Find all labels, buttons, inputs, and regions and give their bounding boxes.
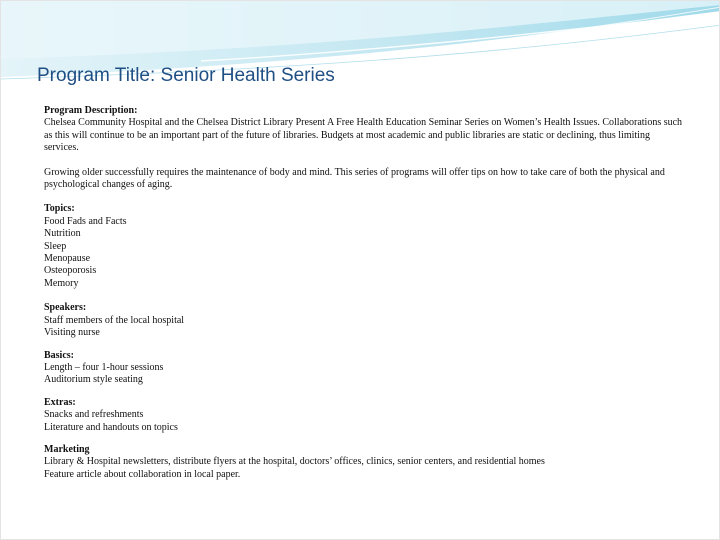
marketing-section	[44, 444, 684, 481]
basics-heading: Basics:	[44, 349, 74, 361]
description-paragraph-1: Chelsea Community Hospital and the Chelsea District Library Present A Free Health Education Seminar Series on Women’s Health Issues. Collaborations such as this will continue to be an important part of the future of libraries. Budgets at most academic and public libraries are static or declining, thus limiting services.	[44, 117, 683, 154]
extras-section	[44, 397, 684, 434]
topic-item: Memory	[44, 277, 79, 289]
description-section	[44, 105, 684, 191]
slide-body	[44, 105, 684, 481]
topic-item: Menopause	[44, 253, 91, 265]
topic-item: Food Fads and Facts	[44, 215, 127, 227]
basics-item: Length – four 1-hour sessions	[44, 361, 164, 373]
marketing-item: Library & Hospital newsletters, distribute flyers at the hospital, doctors’ offices, clinics, senior centers, and residential homes	[44, 456, 545, 468]
description-heading: Program Description:	[44, 105, 138, 116]
speaker-item: Staff members of the local hospital	[44, 314, 185, 326]
marketing-item: Feature article about collaboration in local paper.	[44, 468, 241, 480]
topics-section	[44, 203, 684, 290]
basics-section	[44, 350, 684, 387]
topic-item: Nutrition	[44, 228, 81, 240]
basics-item: Auditorium style seating	[44, 374, 143, 386]
topics-heading: Topics:	[44, 203, 75, 215]
extras-item: Snacks and refreshments	[44, 409, 144, 421]
slide-title: Program Title: Senior Health Series	[37, 65, 335, 86]
description-paragraph-2: Growing older successfully requires the maintenance of body and mind. This series of programs will offer tips on how to take care of both the physical and psychological changes of aging.	[44, 166, 665, 191]
speakers-section	[44, 302, 684, 339]
extras-heading: Extras:	[44, 396, 76, 408]
extras-item: Literature and handouts on topics	[44, 421, 178, 433]
topic-item: Sleep	[44, 240, 67, 252]
marketing-heading: Marketing	[44, 443, 90, 455]
speaker-item: Visiting nurse	[44, 327, 100, 339]
topic-item: Osteoporosis	[44, 265, 97, 277]
speakers-heading: Speakers:	[44, 302, 87, 314]
